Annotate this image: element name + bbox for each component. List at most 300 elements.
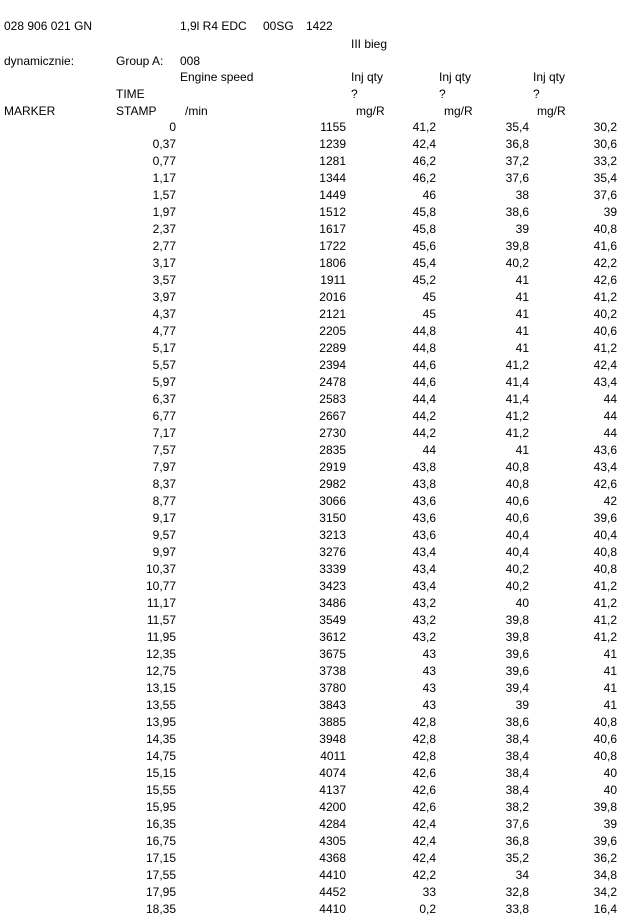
table-row bbox=[0, 901, 640, 918]
inj-qty-2-cell: 41,4 bbox=[505, 375, 529, 389]
inj-qty-3-cell: 36,2 bbox=[593, 851, 617, 865]
inj-qty-1-cell: 44 bbox=[422, 443, 436, 457]
inj-qty-1-cell: 42,6 bbox=[412, 800, 436, 814]
table-row bbox=[0, 391, 640, 408]
group-value: 008 bbox=[180, 54, 201, 68]
table-row bbox=[0, 578, 640, 595]
inj-qty-1-cell: 43 bbox=[422, 664, 436, 678]
table-row bbox=[0, 357, 640, 374]
engine-speed-cell: 4137 bbox=[319, 783, 346, 797]
engine-speed-cell: 2982 bbox=[319, 477, 346, 491]
inj-qty-1-cell: 42,8 bbox=[412, 749, 436, 763]
inj-qty-2-cell: 38 bbox=[515, 188, 529, 202]
qmark-1: ? bbox=[351, 87, 358, 101]
time-stamp-cell: 12,35 bbox=[145, 647, 176, 661]
time-stamp-cell: 3,97 bbox=[152, 290, 176, 304]
inj-qty-2-cell: 39,8 bbox=[505, 613, 529, 627]
time-stamp-cell: 6,77 bbox=[152, 409, 176, 423]
inj-qty-3-cell: 33,2 bbox=[593, 154, 617, 168]
inj-qty-1-cell: 43,8 bbox=[412, 460, 436, 474]
engine-speed-cell: 1512 bbox=[319, 205, 346, 219]
inj-qty-2-cell: 38,4 bbox=[505, 732, 529, 746]
table-row bbox=[0, 323, 640, 340]
inj-qty-1-cell: 43 bbox=[422, 681, 436, 695]
inj-qty-1-cell: 43,2 bbox=[412, 630, 436, 644]
table-row bbox=[0, 289, 640, 306]
inj-qty-1-cell: 45 bbox=[422, 307, 436, 321]
engine-speed-cell: 2478 bbox=[319, 375, 346, 389]
inj-qty-2-cell: 38,4 bbox=[505, 783, 529, 797]
inj-qty-3-cell: 16,4 bbox=[593, 902, 617, 916]
time-stamp-cell: 5,97 bbox=[152, 375, 176, 389]
inj-qty-1-cell: 43 bbox=[422, 647, 436, 661]
inj-qty-2-cell: 39,8 bbox=[505, 630, 529, 644]
time-stamp-cell: 0 bbox=[169, 120, 176, 134]
inj-qty-2-cell: 39,8 bbox=[505, 239, 529, 253]
inj-qty-1-cell: 44,8 bbox=[412, 341, 436, 355]
unit-inj-2: mg/R bbox=[444, 104, 473, 118]
qmark-3: ? bbox=[533, 87, 540, 101]
engine-speed-cell: 1449 bbox=[319, 188, 346, 202]
inj-qty-1-cell: 42,2 bbox=[412, 868, 436, 882]
engine-speed-cell: 1344 bbox=[319, 171, 346, 185]
table-row bbox=[0, 561, 640, 578]
time-stamp-cell: 8,37 bbox=[152, 477, 176, 491]
engine-speed-cell: 3066 bbox=[319, 494, 346, 508]
engine-speed-cell: 1722 bbox=[319, 239, 346, 253]
engine-speed-cell: 3948 bbox=[319, 732, 346, 746]
unit-speed: /min bbox=[185, 104, 208, 118]
inj-qty-3-cell: 40,8 bbox=[593, 715, 617, 729]
inj-qty-3-cell: 41,6 bbox=[593, 239, 617, 253]
inj-qty-2-cell: 33,8 bbox=[505, 902, 529, 916]
inj-qty-2-cell: 38,2 bbox=[505, 800, 529, 814]
mode-label: dynamicznie: bbox=[4, 54, 75, 68]
table-row bbox=[0, 884, 640, 901]
inj-qty-3-cell: 42,6 bbox=[593, 273, 617, 287]
engine-speed-cell: 1281 bbox=[319, 154, 346, 168]
inj-qty-1-cell: 43,4 bbox=[412, 545, 436, 559]
inj-qty-1-cell: 45 bbox=[422, 290, 436, 304]
inj-qty-2-cell: 37,6 bbox=[505, 171, 529, 185]
inj-qty-3-cell: 39 bbox=[603, 817, 617, 831]
time-stamp-cell: 13,95 bbox=[145, 715, 176, 729]
time-header: TIME bbox=[116, 87, 145, 101]
time-stamp-cell: 16,35 bbox=[145, 817, 176, 831]
engine-speed-cell: 3213 bbox=[319, 528, 346, 542]
inj-qty-3-cell: 43,6 bbox=[593, 443, 617, 457]
inj-qty-2-cell: 35,4 bbox=[505, 120, 529, 134]
engine-speed-cell: 2835 bbox=[319, 443, 346, 457]
time-stamp-cell: 7,97 bbox=[152, 460, 176, 474]
table-row bbox=[0, 612, 640, 629]
inj-qty-2-cell: 41,2 bbox=[505, 358, 529, 372]
inj-qty-1-cell: 44,2 bbox=[412, 426, 436, 440]
inj-qty-1-cell: 44,6 bbox=[412, 375, 436, 389]
inj-qty-2-cell: 39,6 bbox=[505, 664, 529, 678]
time-stamp-cell: 2,37 bbox=[152, 222, 176, 236]
inj-qty-1-cell: 42,4 bbox=[412, 851, 436, 865]
inj-qty-3-cell: 41,2 bbox=[593, 579, 617, 593]
table-row bbox=[0, 442, 640, 459]
engine-speed-cell: 4410 bbox=[319, 868, 346, 882]
time-stamp-cell: 1,17 bbox=[152, 171, 176, 185]
table-row bbox=[0, 629, 640, 646]
inj-qty-2-cell: 38,6 bbox=[505, 715, 529, 729]
inj-qty-1-cell: 43,6 bbox=[412, 528, 436, 542]
inj-qty-1-cell: 43,2 bbox=[412, 596, 436, 610]
time-stamp-cell: 13,55 bbox=[145, 698, 176, 712]
inj-qty-2-cell: 34 bbox=[515, 868, 529, 882]
time-stamp-cell: 15,95 bbox=[145, 800, 176, 814]
inj-qty-3-cell: 41,2 bbox=[593, 630, 617, 644]
inj-qty-1-cell: 44,8 bbox=[412, 324, 436, 338]
inj-qty-3-cell: 39,6 bbox=[593, 834, 617, 848]
inj-qty-3-cell: 40,4 bbox=[593, 528, 617, 542]
time-stamp-cell: 10,37 bbox=[145, 562, 176, 576]
inj-qty-1-cell: 43,2 bbox=[412, 613, 436, 627]
gear-label: III bieg bbox=[351, 37, 388, 51]
table-row bbox=[0, 595, 640, 612]
inj-qty-3-cell: 37,6 bbox=[593, 188, 617, 202]
table-row bbox=[0, 782, 640, 799]
time-stamp-cell: 11,17 bbox=[146, 596, 176, 610]
table-row bbox=[0, 697, 640, 714]
qmark-2: ? bbox=[439, 87, 446, 101]
engine-speed-cell: 4011 bbox=[320, 749, 346, 763]
inj-qty-3-cell: 40,8 bbox=[593, 562, 617, 576]
engine-speed-cell: 3780 bbox=[319, 681, 346, 695]
inj-qty-3-cell: 44 bbox=[603, 409, 617, 423]
engine-speed-cell: 4452 bbox=[319, 885, 346, 899]
inj-qty-2-cell: 39 bbox=[515, 698, 529, 712]
unit-inj-3: mg/R bbox=[537, 104, 566, 118]
inj-qty-1-cell: 44,4 bbox=[412, 392, 436, 406]
time-stamp-cell: 0,77 bbox=[152, 154, 176, 168]
time-stamp-cell: 3,17 bbox=[152, 256, 176, 270]
inj-qty-2-cell: 32,8 bbox=[505, 885, 529, 899]
inj-qty-3-cell: 40,6 bbox=[593, 324, 617, 338]
inj-qty-3-cell: 40,2 bbox=[593, 307, 617, 321]
table-row bbox=[0, 170, 640, 187]
table-row bbox=[0, 714, 640, 731]
table-row bbox=[0, 731, 640, 748]
inj-qty-2-cell: 40,4 bbox=[505, 545, 529, 559]
inj-qty-header-2: Inj qty bbox=[439, 70, 472, 84]
engine-speed-header: Engine speed bbox=[180, 70, 254, 84]
inj-qty-1-cell: 45,4 bbox=[412, 256, 436, 270]
time-stamp-cell: 1,97 bbox=[152, 205, 176, 219]
engine-speed-cell: 2667 bbox=[319, 409, 346, 423]
engine-code: 00SG bbox=[263, 19, 294, 33]
inj-qty-3-cell: 39 bbox=[603, 205, 617, 219]
inj-qty-3-cell: 41,2 bbox=[593, 290, 617, 304]
inj-qty-3-cell: 41,2 bbox=[593, 596, 617, 610]
inj-qty-3-cell: 43,4 bbox=[593, 460, 617, 474]
engine-speed-cell: 1239 bbox=[319, 137, 346, 151]
inj-qty-2-cell: 40,6 bbox=[505, 511, 529, 525]
inj-qty-3-cell: 42,4 bbox=[593, 358, 617, 372]
table-row bbox=[0, 272, 640, 289]
time-stamp-cell: 17,15 bbox=[145, 851, 176, 865]
inj-qty-2-cell: 40,8 bbox=[505, 460, 529, 474]
time-stamp-cell: 2,77 bbox=[152, 239, 176, 253]
inj-qty-1-cell: 42,8 bbox=[412, 732, 436, 746]
time-stamp-cell: 12,75 bbox=[145, 664, 176, 678]
engine-speed-cell: 1155 bbox=[320, 120, 346, 134]
engine-speed-cell: 2919 bbox=[319, 460, 346, 474]
engine-speed-cell: 4368 bbox=[319, 851, 346, 865]
table-row bbox=[0, 340, 640, 357]
table-row bbox=[0, 663, 640, 680]
inj-qty-1-cell: 43,6 bbox=[412, 511, 436, 525]
unit-inj-1: mg/R bbox=[356, 104, 385, 118]
table-row bbox=[0, 476, 640, 493]
inj-qty-1-cell: 0,2 bbox=[419, 902, 436, 916]
engine-speed-cell: 3549 bbox=[319, 613, 346, 627]
engine-speed-cell: 2289 bbox=[319, 341, 346, 355]
table-row bbox=[0, 850, 640, 867]
inj-qty-2-cell: 39,6 bbox=[505, 647, 529, 661]
inj-qty-1-cell: 42,6 bbox=[412, 766, 436, 780]
time-stamp-cell: 13,15 bbox=[145, 681, 176, 695]
table-row bbox=[0, 544, 640, 561]
inj-qty-2-cell: 37,6 bbox=[505, 817, 529, 831]
time-stamp-cell: 9,57 bbox=[152, 528, 176, 542]
table-row bbox=[0, 374, 640, 391]
inj-qty-2-cell: 38,4 bbox=[505, 749, 529, 763]
table-row bbox=[0, 136, 640, 153]
table-row bbox=[0, 527, 640, 544]
time-stamp-cell: 15,55 bbox=[145, 783, 176, 797]
inj-qty-3-cell: 44 bbox=[603, 426, 617, 440]
inj-qty-2-cell: 41,4 bbox=[505, 392, 529, 406]
engine-speed-cell: 1911 bbox=[320, 273, 346, 287]
inj-qty-2-cell: 41,2 bbox=[505, 409, 529, 423]
inj-qty-3-cell: 40 bbox=[603, 783, 617, 797]
time-stamp-cell: 5,57 bbox=[152, 358, 176, 372]
inj-qty-3-cell: 34,2 bbox=[593, 885, 617, 899]
group-label: Group A: bbox=[116, 54, 164, 68]
engine-label: 1,9l R4 EDC bbox=[180, 19, 247, 33]
table-row bbox=[0, 153, 640, 170]
time-stamp-cell: 1,57 bbox=[152, 188, 176, 202]
table-row bbox=[0, 119, 640, 136]
marker-header: MARKER bbox=[4, 104, 56, 118]
inj-qty-3-cell: 34,8 bbox=[593, 868, 617, 882]
inj-qty-1-cell: 46,2 bbox=[412, 171, 436, 185]
engine-speed-cell: 2205 bbox=[319, 324, 346, 338]
time-stamp-cell: 0,37 bbox=[152, 137, 176, 151]
engine-speed-cell: 3612 bbox=[319, 630, 346, 644]
engine-speed-cell: 3843 bbox=[319, 698, 346, 712]
table-row bbox=[0, 187, 640, 204]
inj-qty-3-cell: 40,6 bbox=[593, 732, 617, 746]
inj-qty-1-cell: 45,8 bbox=[412, 222, 436, 236]
inj-qty-2-cell: 36,8 bbox=[505, 834, 529, 848]
engine-speed-cell: 1617 bbox=[319, 222, 346, 236]
inj-qty-2-cell: 38,6 bbox=[505, 205, 529, 219]
inj-qty-3-cell: 43,4 bbox=[593, 375, 617, 389]
table-row bbox=[0, 867, 640, 884]
inj-qty-2-cell: 40,4 bbox=[505, 528, 529, 542]
table-row bbox=[0, 425, 640, 442]
table-row bbox=[0, 238, 640, 255]
engine-speed-cell: 1806 bbox=[319, 256, 346, 270]
inj-qty-2-cell: 38,4 bbox=[505, 766, 529, 780]
inj-qty-1-cell: 42,6 bbox=[412, 783, 436, 797]
table-row bbox=[0, 306, 640, 323]
engine-speed-cell: 4074 bbox=[319, 766, 346, 780]
time-stamp-cell: 11,57 bbox=[146, 613, 176, 627]
table-row bbox=[0, 408, 640, 425]
engine-speed-cell: 3423 bbox=[319, 579, 346, 593]
engine-speed-cell: 4410 bbox=[319, 902, 346, 916]
inj-qty-1-cell: 42,8 bbox=[412, 715, 436, 729]
inj-qty-3-cell: 40,8 bbox=[593, 222, 617, 236]
engine-speed-cell: 3339 bbox=[319, 562, 346, 576]
inj-qty-2-cell: 40,2 bbox=[505, 256, 529, 270]
time-stamp-cell: 16,75 bbox=[145, 834, 176, 848]
inj-qty-3-cell: 40 bbox=[603, 766, 617, 780]
inj-qty-1-cell: 45,2 bbox=[412, 273, 436, 287]
inj-qty-3-cell: 39,6 bbox=[593, 511, 617, 525]
engine-speed-cell: 3675 bbox=[319, 647, 346, 661]
inj-qty-2-cell: 40,2 bbox=[505, 579, 529, 593]
inj-qty-2-cell: 41 bbox=[515, 324, 529, 338]
inj-qty-3-cell: 41,2 bbox=[593, 613, 617, 627]
inj-qty-2-cell: 41 bbox=[515, 443, 529, 457]
inj-qty-1-cell: 43,4 bbox=[412, 579, 436, 593]
inj-qty-2-cell: 40 bbox=[515, 596, 529, 610]
time-stamp-cell: 11,95 bbox=[146, 630, 176, 644]
time-stamp-cell: 4,37 bbox=[152, 307, 176, 321]
inj-qty-1-cell: 46,2 bbox=[412, 154, 436, 168]
engine-speed-cell: 2394 bbox=[319, 358, 346, 372]
table-row bbox=[0, 221, 640, 238]
part-number: 028 906 021 GN bbox=[4, 19, 93, 33]
engine-speed-cell: 2730 bbox=[319, 426, 346, 440]
inj-qty-1-cell: 44,6 bbox=[412, 358, 436, 372]
inj-qty-3-cell: 41 bbox=[603, 664, 617, 678]
time-stamp-cell: 7,57 bbox=[152, 443, 176, 457]
table-row bbox=[0, 204, 640, 221]
inj-qty-3-cell: 30,6 bbox=[593, 137, 617, 151]
inj-qty-1-cell: 44,2 bbox=[412, 409, 436, 423]
time-stamp-cell: 3,57 bbox=[152, 273, 176, 287]
table-row bbox=[0, 646, 640, 663]
inj-qty-1-cell: 42,4 bbox=[412, 137, 436, 151]
inj-qty-1-cell: 45,6 bbox=[412, 239, 436, 253]
engine-speed-cell: 2016 bbox=[319, 290, 346, 304]
time-stamp-cell: 7,17 bbox=[152, 426, 176, 440]
inj-qty-3-cell: 42,2 bbox=[593, 256, 617, 270]
time-stamp-cell: 5,17 bbox=[152, 341, 176, 355]
inj-qty-2-cell: 41 bbox=[515, 290, 529, 304]
time-stamp-cell: 8,77 bbox=[152, 494, 176, 508]
inj-qty-3-cell: 41,2 bbox=[593, 341, 617, 355]
inj-qty-1-cell: 45,8 bbox=[412, 205, 436, 219]
engine-speed-cell: 2583 bbox=[319, 392, 346, 406]
table-row bbox=[0, 799, 640, 816]
table-row bbox=[0, 765, 640, 782]
table-row bbox=[0, 255, 640, 272]
time-stamp-cell: 9,97 bbox=[152, 545, 176, 559]
stamp-header: STAMP bbox=[116, 104, 157, 118]
inj-qty-3-cell: 44 bbox=[603, 392, 617, 406]
time-stamp-cell: 18,35 bbox=[145, 902, 176, 916]
table-row bbox=[0, 510, 640, 527]
inj-qty-3-cell: 41 bbox=[603, 698, 617, 712]
inj-qty-2-cell: 39,4 bbox=[505, 681, 529, 695]
time-stamp-cell: 4,77 bbox=[152, 324, 176, 338]
engine-speed-cell: 2121 bbox=[319, 307, 346, 321]
time-stamp-cell: 10,77 bbox=[145, 579, 176, 593]
time-stamp-cell: 14,75 bbox=[145, 749, 176, 763]
time-stamp-cell: 9,17 bbox=[152, 511, 176, 525]
inj-qty-2-cell: 41 bbox=[515, 307, 529, 321]
inj-qty-2-cell: 36,8 bbox=[505, 137, 529, 151]
engine-speed-cell: 3150 bbox=[319, 511, 346, 525]
inj-qty-1-cell: 42,4 bbox=[412, 834, 436, 848]
inj-qty-3-cell: 40,8 bbox=[593, 749, 617, 763]
engine-speed-cell: 3486 bbox=[319, 596, 346, 610]
inj-qty-3-cell: 42 bbox=[603, 494, 617, 508]
inj-qty-2-cell: 40,6 bbox=[505, 494, 529, 508]
time-stamp-cell: 17,55 bbox=[145, 868, 176, 882]
engine-speed-cell: 3885 bbox=[319, 715, 346, 729]
inj-qty-1-cell: 43,6 bbox=[412, 494, 436, 508]
table-row bbox=[0, 833, 640, 850]
inj-qty-header-1: Inj qty bbox=[351, 70, 384, 84]
inj-qty-2-cell: 40,2 bbox=[505, 562, 529, 576]
inj-qty-3-cell: 30,2 bbox=[593, 120, 617, 134]
table-row bbox=[0, 680, 640, 697]
file-id: 1422 bbox=[306, 19, 333, 33]
time-stamp-cell: 14,35 bbox=[145, 732, 176, 746]
engine-speed-cell: 4200 bbox=[319, 800, 346, 814]
table-row bbox=[0, 493, 640, 510]
table-row bbox=[0, 459, 640, 476]
inj-qty-1-cell: 42,4 bbox=[412, 817, 436, 831]
inj-qty-3-cell: 41 bbox=[603, 681, 617, 695]
engine-speed-cell: 3276 bbox=[319, 545, 346, 559]
inj-qty-2-cell: 41 bbox=[515, 341, 529, 355]
inj-qty-1-cell: 41,2 bbox=[412, 120, 436, 134]
inj-qty-2-cell: 41,2 bbox=[505, 426, 529, 440]
inj-qty-1-cell: 43,8 bbox=[412, 477, 436, 491]
inj-qty-3-cell: 40,8 bbox=[593, 545, 617, 559]
time-stamp-cell: 6,37 bbox=[152, 392, 176, 406]
engine-speed-cell: 3738 bbox=[319, 664, 346, 678]
table-row bbox=[0, 748, 640, 765]
engine-speed-cell: 4305 bbox=[319, 834, 346, 848]
inj-qty-2-cell: 39 bbox=[515, 222, 529, 236]
inj-qty-1-cell: 33 bbox=[422, 885, 436, 899]
inj-qty-2-cell: 40,8 bbox=[505, 477, 529, 491]
engine-speed-cell: 4284 bbox=[319, 817, 346, 831]
time-stamp-cell: 15,15 bbox=[145, 766, 176, 780]
inj-qty-3-cell: 42,6 bbox=[593, 477, 617, 491]
inj-qty-header-3: Inj qty bbox=[533, 70, 566, 84]
inj-qty-3-cell: 41 bbox=[603, 647, 617, 661]
inj-qty-2-cell: 41 bbox=[515, 273, 529, 287]
inj-qty-2-cell: 37,2 bbox=[505, 154, 529, 168]
inj-qty-1-cell: 43 bbox=[422, 698, 436, 712]
inj-qty-1-cell: 43,4 bbox=[412, 562, 436, 576]
table-row bbox=[0, 816, 640, 833]
inj-qty-1-cell: 46 bbox=[422, 188, 436, 202]
